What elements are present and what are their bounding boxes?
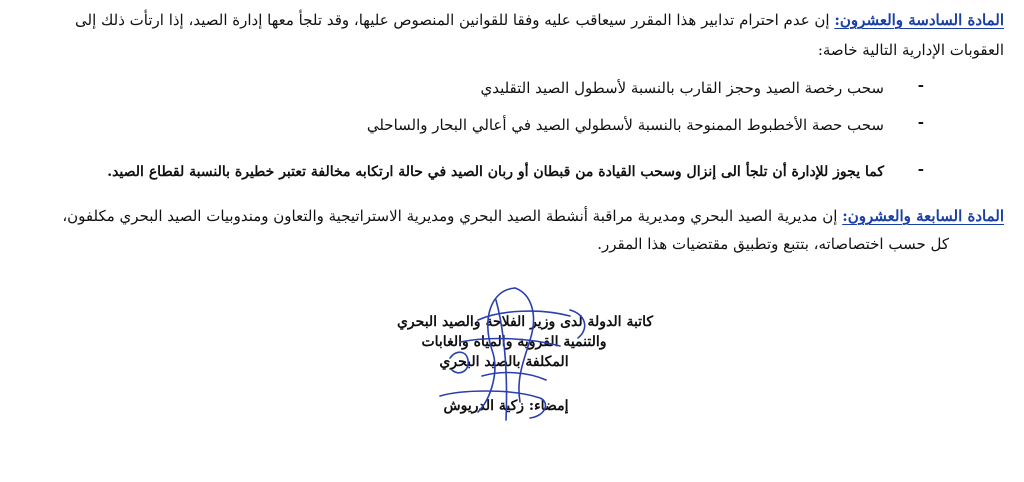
- article-26-line-2: [4, 38, 1004, 62]
- article-26-line-1: [4, 8, 1004, 32]
- signature-name: إمضاء: زكية الدريوش: [443, 398, 569, 414]
- signature-title-1: كاتبة الدولة لدى وزير الفلاحة والصيد البحري: [396, 314, 654, 330]
- bullet-dash-2: -: [917, 113, 924, 131]
- bullet-item-3: كما يجوز للإدارة أن تلجأ الى إنزال وسحب القيادة من قبطان أو ربان الصيد في حالة ارتكابه مخالفة تعتبر خطيرة بالنسبة لقطاع الصيد.: [107, 164, 884, 180]
- bullet-item-1: سحب رخصة الصيد وحجز القارب بالنسبة لأسطول الصيد التقليدي: [480, 79, 884, 97]
- signature-title-3: المكلفة بالصيد البحري: [439, 354, 569, 370]
- signature-title-2: والتنمية القروية والمياه والغابات: [421, 334, 607, 350]
- bullet-dash-3: -: [917, 160, 924, 178]
- article-27-text-2: كل حسب اختصاصاته، بتتبع وتطبيق مقتضيات هذا المقرر.: [597, 235, 949, 253]
- article-26-text-1: إن عدم احترام تدابير هذا المقرر سيعاقب عليه وفقا للقوانين المنصوص عليها، وقد تلجأ معها إدارة الصيد، إذا ارتأت ذلك إلى: [75, 11, 830, 29]
- article-26-text-2: العقوبات الإدارية التالية خاصة:: [817, 41, 1004, 59]
- article-27-text-1: إن مديرية الصيد البحري ومديرية مراقبة أنشطة الصيد البحري ومديرية الاستراتيجية والتعاون ومندوبيات الصيد البحري مكلفون،: [62, 207, 838, 225]
- handwritten-signature: [420, 280, 610, 430]
- article-26-label: المادة السادسة والعشرون:: [834, 11, 1004, 29]
- article-27-line-1: [4, 204, 1004, 228]
- article-27-line-2: [9, 232, 949, 256]
- bullet-item-2: سحب حصة الأخطبوط الممنوحة بالنسبة لأسطولي الصيد في أعالي البحار والساحلي: [366, 116, 884, 134]
- bullet-dash-1: -: [917, 76, 924, 94]
- article-27-label: المادة السابعة والعشرون:: [842, 207, 1004, 225]
